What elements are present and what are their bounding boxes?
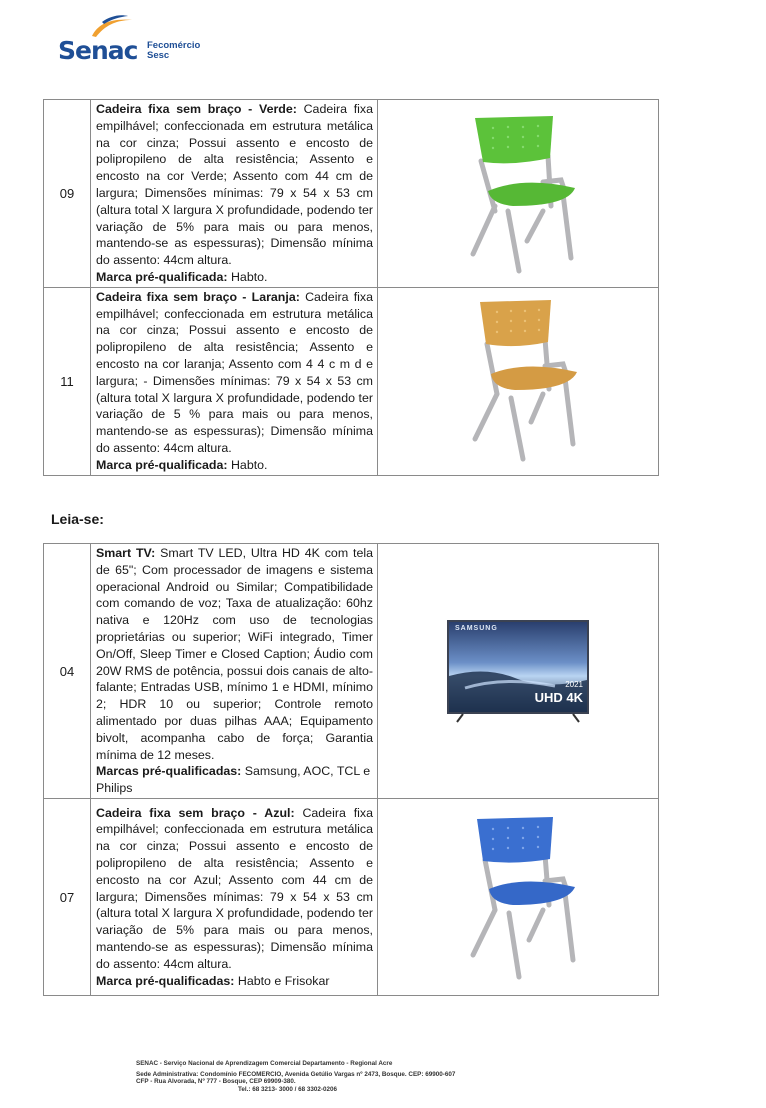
brand-label: Marcas pré-qualificadas: — [96, 764, 242, 779]
tv-year-text: 2021 — [565, 680, 583, 689]
tv-brand-text: SAMSUNG — [455, 625, 498, 632]
blue-chair-image — [453, 805, 583, 985]
tv-badge-text: UHD 4K — [534, 690, 583, 705]
item-description — [91, 100, 378, 288]
item-number: 04 — [44, 544, 91, 799]
item-number: 09 — [44, 100, 91, 288]
footer-address-hq: Sede Administrativa: Condomínio FECOMERCIO, Avenida Getúlio Vargas nº 2473, Bosque. CEP: 69900-607 — [136, 1071, 456, 1079]
green-chair-image — [453, 106, 583, 276]
brand-value: Habto. — [230, 457, 268, 472]
item-brand — [96, 269, 373, 286]
footer-org-name: SENAC - Serviço Nacional de Aprendizagem Comercial Departamento - Regional Acre — [136, 1060, 393, 1067]
table-row — [44, 100, 659, 288]
item-title: Smart TV: — [96, 546, 156, 561]
brand-label: Marca pré-qualificadas: — [96, 973, 235, 988]
table-row — [44, 799, 659, 996]
page-footer — [136, 1060, 455, 1093]
brand-label: Marca pré-qualificada: — [96, 269, 228, 284]
brand-label: Marca pré-qualificada: — [96, 457, 228, 472]
logo-sub-line1: Fecomércio — [147, 40, 201, 51]
logo-sub-line2: Sesc — [147, 50, 170, 61]
items-table-corrected — [43, 543, 659, 996]
item-number: 07 — [44, 799, 91, 996]
orange-chair-image — [453, 294, 583, 464]
item-text: Cadeira fixa empilhável; confeccionada em estrutura metálica na cor cinza; Possui assento e encosto de polipropileno de alta resistência; Assento e encosto na cor Azul; Assento com 44 cm de largura; Dimensões mínimas: 79 x 54 x 53 cm (altura total X largura X profundidade, podendo ter variação de 5% para mais ou para menos, mantendo-se as espessuras); Dimensão mínima do assento: 44cm altura. — [96, 805, 373, 971]
brand-value: Habto. — [230, 269, 268, 284]
item-number: 11 — [44, 287, 91, 475]
item-text: Smart TV LED, Ultra HD 4K com tela de 65"; Com processador de imagens e sistema operacional Android ou Similar; Compatibilidade com comando de voz; Taxa de atualização: 60hz nativa e 120Hz com uso de tecnologias proprietárias ou superior; WiFi integrado, Timer On/Off, Sleep Timer e Closed Caption; Áudio com 20W RMS de potência, possui dois canais de alto-falante; Entradas USB, mínimo 1 e HDMI, mínimo 2; HDR 10 ou superior; Controle remoto alimentado por duas pilhas AAA; Equipamento bivolt, acompanha cabo de força; Garantia mínima de 12 meses. — [96, 546, 373, 762]
table-row — [44, 544, 659, 799]
brand-value: Habto e Frisokar — [237, 973, 330, 988]
footer-address-cfp: CFP - Rua Alvorada, Nº 777 - Bosque, CEP 69909-380. — [136, 1078, 296, 1086]
item-brand — [96, 763, 373, 797]
items-table-original — [43, 99, 659, 476]
item-description — [91, 799, 378, 996]
item-image-cell — [378, 287, 659, 475]
item-image-cell — [378, 100, 659, 288]
logo-subtitle — [147, 41, 200, 61]
item-description — [91, 287, 378, 475]
section-label-leia-se: Leia-se: — [51, 511, 104, 527]
item-title: Cadeira fixa sem braço - Laranja: — [96, 289, 300, 304]
smart-tv-image — [445, 616, 591, 726]
item-title: Cadeira fixa sem braço - Azul: — [96, 805, 295, 820]
brand-value: Samsung, AOC, TCL e Philips — [96, 764, 371, 796]
item-image-cell — [378, 799, 659, 996]
logo-wordmark: Senac — [58, 36, 138, 65]
item-image-cell — [378, 544, 659, 799]
logo-swoosh-icon — [88, 14, 134, 38]
senac-logo — [58, 14, 228, 66]
item-description — [91, 544, 378, 799]
item-brand — [96, 973, 373, 990]
footer-phone: Tel.: 68 3213- 3000 / 68 3302-0206 — [238, 1085, 337, 1093]
table-row — [44, 287, 659, 475]
tv-graphic — [445, 616, 591, 726]
item-title: Cadeira fixa sem braço - Verde: — [96, 102, 297, 116]
item-text: Cadeira fixa empilhável; confeccionada em estrutura metálica na cor cinza; Possui assento e encosto de polipropileno de alta resistência; Assento e encosto na cor laranja; Assento com 4 4 c m d e largura; - Dimensões mínimas: 79 x 54 x 53 cm (altura total X largura X profundidade, podendo ter variação de 5 % para mais ou para menos, mantendo-se as espessuras); Dimensão mínima do assento: 44cm altura. — [96, 289, 373, 455]
item-brand — [96, 457, 373, 474]
item-text: Cadeira fixa empilhável; confeccionada em estrutura metálica na cor cinza; Possui assento e encosto de polipropileno de alta resistência; Assento e encosto na cor Verde; Assento com 44 cm de largura; Dimensões mínimas: 79 x 54 x 53 cm (altura total X largura X profundidade, podendo ter variação de 5% para mais ou para menos, mantendo-se as espessuras); Dimensão mínima do assento: 44cm altura. — [96, 102, 373, 268]
